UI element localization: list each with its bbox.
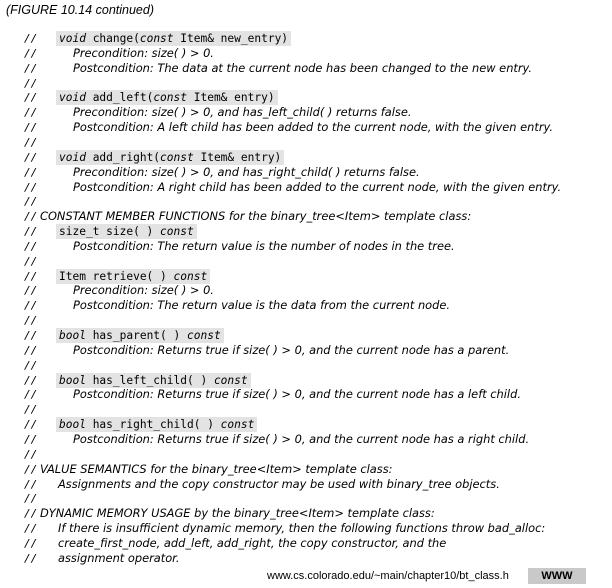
code-keyword: const [139, 32, 174, 45]
code-token: has_left_child( ) [85, 373, 214, 387]
function-signature [56, 269, 210, 284]
comment-slashes: // [24, 418, 38, 432]
comment-slashes: // [24, 254, 38, 268]
comment-slashes: // [24, 195, 38, 209]
code-keyword: const [220, 418, 255, 432]
comment-text: Precondition: size( ) > 0. [73, 283, 214, 298]
comment-text: Postcondition: A right child has been added to the current node, with the given entry. [73, 179, 562, 194]
comment-text: Postcondition: Returns true if size( ) > 0, and the current node has a left child. [73, 387, 521, 402]
comment-slashes: // [24, 76, 38, 90]
comment-slashes: // [24, 343, 38, 357]
comment-slashes: // [24, 477, 38, 491]
comment-text: Precondition: size( ) > 0, and has_left_child( ) returns false. [73, 105, 412, 120]
comment-slashes: // [24, 121, 38, 135]
comment-text: Postcondition: A left child has been added to the current node, with the given entry. [73, 120, 553, 135]
www-badge: WWW [528, 568, 586, 584]
code-token: Item& entry) [193, 150, 282, 164]
comment-slashes: // [24, 299, 38, 313]
comment-slashes: // [24, 432, 38, 446]
comment-slashes: // [24, 492, 38, 506]
comment-slashes: // [24, 522, 38, 536]
comment-slashes: // [24, 447, 38, 461]
comment-slashes: // [24, 210, 38, 224]
code-token: add_right( [85, 150, 161, 164]
comment-slashes: // [24, 329, 38, 342]
comment-slashes: // [24, 106, 38, 120]
code-keyword: bool [59, 418, 86, 432]
comment-slashes: // [24, 388, 38, 402]
comment-slashes: // [24, 536, 38, 550]
comment-slashes: // [24, 150, 38, 164]
comment-text: Postcondition: The return value is the data from the current node. [73, 298, 451, 313]
function-signature [56, 224, 197, 239]
comment-text: Assignments and the copy constructor may be used with binary_tree objects. [58, 476, 500, 491]
figure-caption: (FIGURE 10.14 continued) [6, 3, 154, 17]
comment-slashes: // [24, 135, 38, 149]
code-token: size_t size( ) [59, 225, 161, 239]
comment-slashes: // [24, 91, 38, 105]
comment-text: Postcondition: Returns true if size( ) > 0, and the current node has a parent. [73, 342, 510, 357]
comment-text: If there is insufficient dynamic memory, then the following functions throw bad_alloc: [58, 521, 546, 536]
comment-slashes: // [24, 239, 38, 253]
comment-slashes: // [24, 462, 38, 476]
code-keyword: bool [59, 329, 86, 342]
comment-slashes: // [24, 269, 38, 283]
comment-slashes: // [24, 180, 38, 194]
code-token: add_left( [85, 91, 154, 105]
function-signature [56, 373, 251, 388]
comment-text: VALUE SEMANTICS for the binary_tree<Item> template class: [40, 461, 393, 476]
comment-text: Precondition: size( ) > 0, and has_right_child( ) returns false. [73, 164, 420, 179]
code-keyword: bool [59, 373, 86, 387]
code-keyword: const [160, 225, 194, 239]
code-token: has_parent( ) [85, 329, 187, 342]
function-signature [56, 90, 278, 105]
comment-slashes: // [24, 403, 38, 417]
comment-slashes: // [24, 32, 38, 45]
comment-slashes: // [24, 61, 38, 75]
comment-slashes: // [24, 507, 38, 521]
code-token: Item& entry) [187, 91, 275, 105]
comment-text: create_first_node, add_left, add_right, the copy constructor, and the [58, 535, 447, 550]
comment-text: Precondition: size( ) > 0. [73, 45, 214, 60]
comment-slashes: // [24, 358, 38, 372]
comment-slashes: // [24, 551, 38, 565]
code-token: Item& new_entry) [173, 32, 289, 45]
code-token: Item retrieve( ) [59, 269, 174, 283]
code-keyword: const [187, 329, 221, 342]
comment-text: Postcondition: The data at the current node has been changed to the new entry. [73, 60, 533, 75]
function-signature [56, 31, 291, 46]
comment-text: Postcondition: Returns true if size( ) > 0, and the current node has a right child. [73, 431, 530, 446]
comment-slashes: // [24, 46, 38, 60]
comment-text: DYNAMIC MEMORY USAGE by the binary_tree<Item> template class: [40, 506, 435, 521]
code-keyword: void [59, 91, 86, 105]
comment-slashes: // [24, 225, 38, 239]
comment-slashes: // [24, 284, 38, 298]
comment-text: CONSTANT MEMBER FUNCTIONS for the binary_tree<Item> template class: [40, 209, 472, 224]
code-keyword: void [59, 32, 86, 45]
code-keyword: const [153, 91, 187, 105]
comment-text: Postcondition: The return value is the number of nodes in the tree. [73, 238, 455, 253]
comment-slashes: // [24, 314, 38, 328]
function-signature [56, 328, 224, 343]
code-keyword: const [160, 150, 194, 164]
function-signature [56, 417, 257, 432]
code-token: change( [85, 32, 140, 45]
code-keyword: const [213, 373, 248, 387]
comment-text: assignment operator. [58, 550, 180, 565]
code-keyword: const [173, 269, 208, 283]
code-keyword: void [59, 150, 86, 164]
comment-slashes: // [24, 165, 38, 179]
function-signature [56, 150, 284, 165]
code-token: has_right_child( ) [85, 418, 221, 432]
source-url: www.cs.colorado.edu/~main/chapter10/bt_class.h [267, 570, 509, 582]
comment-slashes: // [24, 373, 38, 387]
